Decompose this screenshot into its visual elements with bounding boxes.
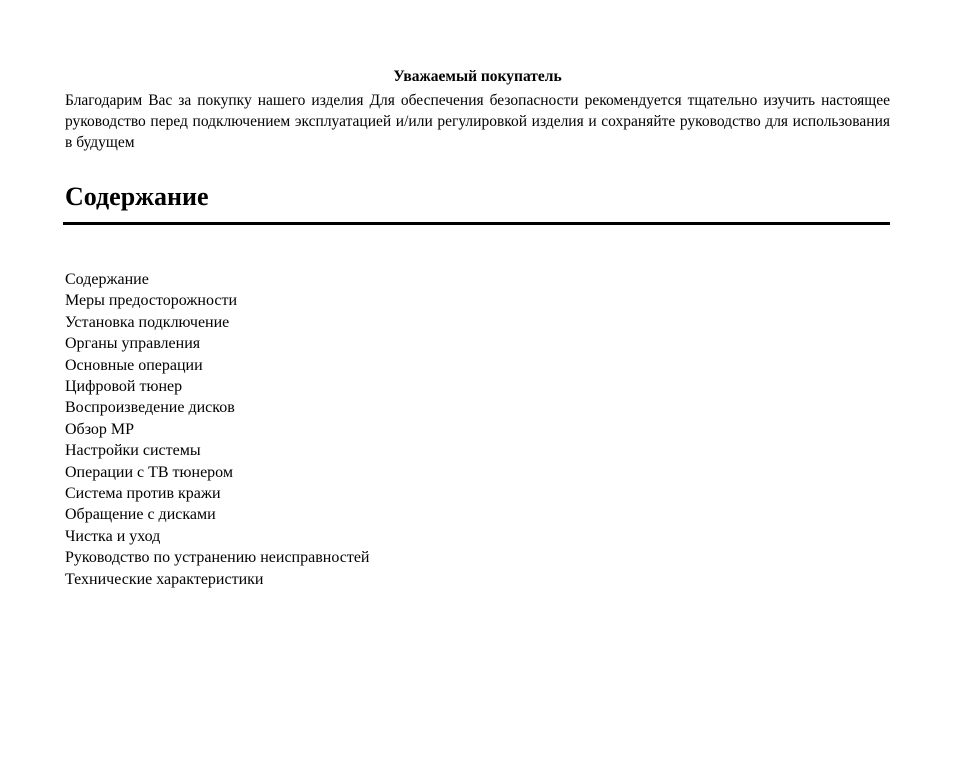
toc-item[interactable]: Технические характеристики	[65, 570, 264, 588]
toc-item[interactable]: Операции с ТВ тюнером	[65, 463, 233, 481]
toc-item[interactable]: Чистка и уход	[65, 527, 161, 545]
toc-item[interactable]: Цифровой тюнер	[65, 378, 183, 396]
toc-list	[65, 269, 369, 590]
toc-item[interactable]: Настройки системы	[65, 442, 201, 460]
toc-item[interactable]: Установка подключение	[65, 313, 230, 331]
intro-paragraph: Благодарим Вас за покупку нашего изделия Для обеспечения безопасности рекомендуется тщательно изучить настоящее руководство перед подключением эксплуатацией и/или регулировкой изделия и сохраняйте руководство для использования в будущем	[65, 92, 890, 151]
toc-item[interactable]: Обращение с дисками	[65, 506, 216, 524]
toc-item[interactable]: Меры предосторожности	[65, 292, 238, 310]
toc-item[interactable]: Воспроизведение дисков	[65, 399, 235, 417]
toc-item[interactable]: Органы управления	[65, 335, 201, 353]
toc-divider	[63, 222, 890, 225]
toc-item[interactable]: Содержание	[65, 271, 149, 288]
toc-item[interactable]: Система против кражи	[65, 485, 221, 503]
toc-item[interactable]: Руководство по устранению неисправностей	[65, 549, 370, 567]
toc-item[interactable]: Основные операции	[65, 356, 203, 374]
greeting-title: Уважаемый покупатель	[393, 68, 562, 85]
toc-heading: Содержание	[65, 182, 209, 211]
toc-item[interactable]: Обзор МР	[65, 420, 135, 438]
